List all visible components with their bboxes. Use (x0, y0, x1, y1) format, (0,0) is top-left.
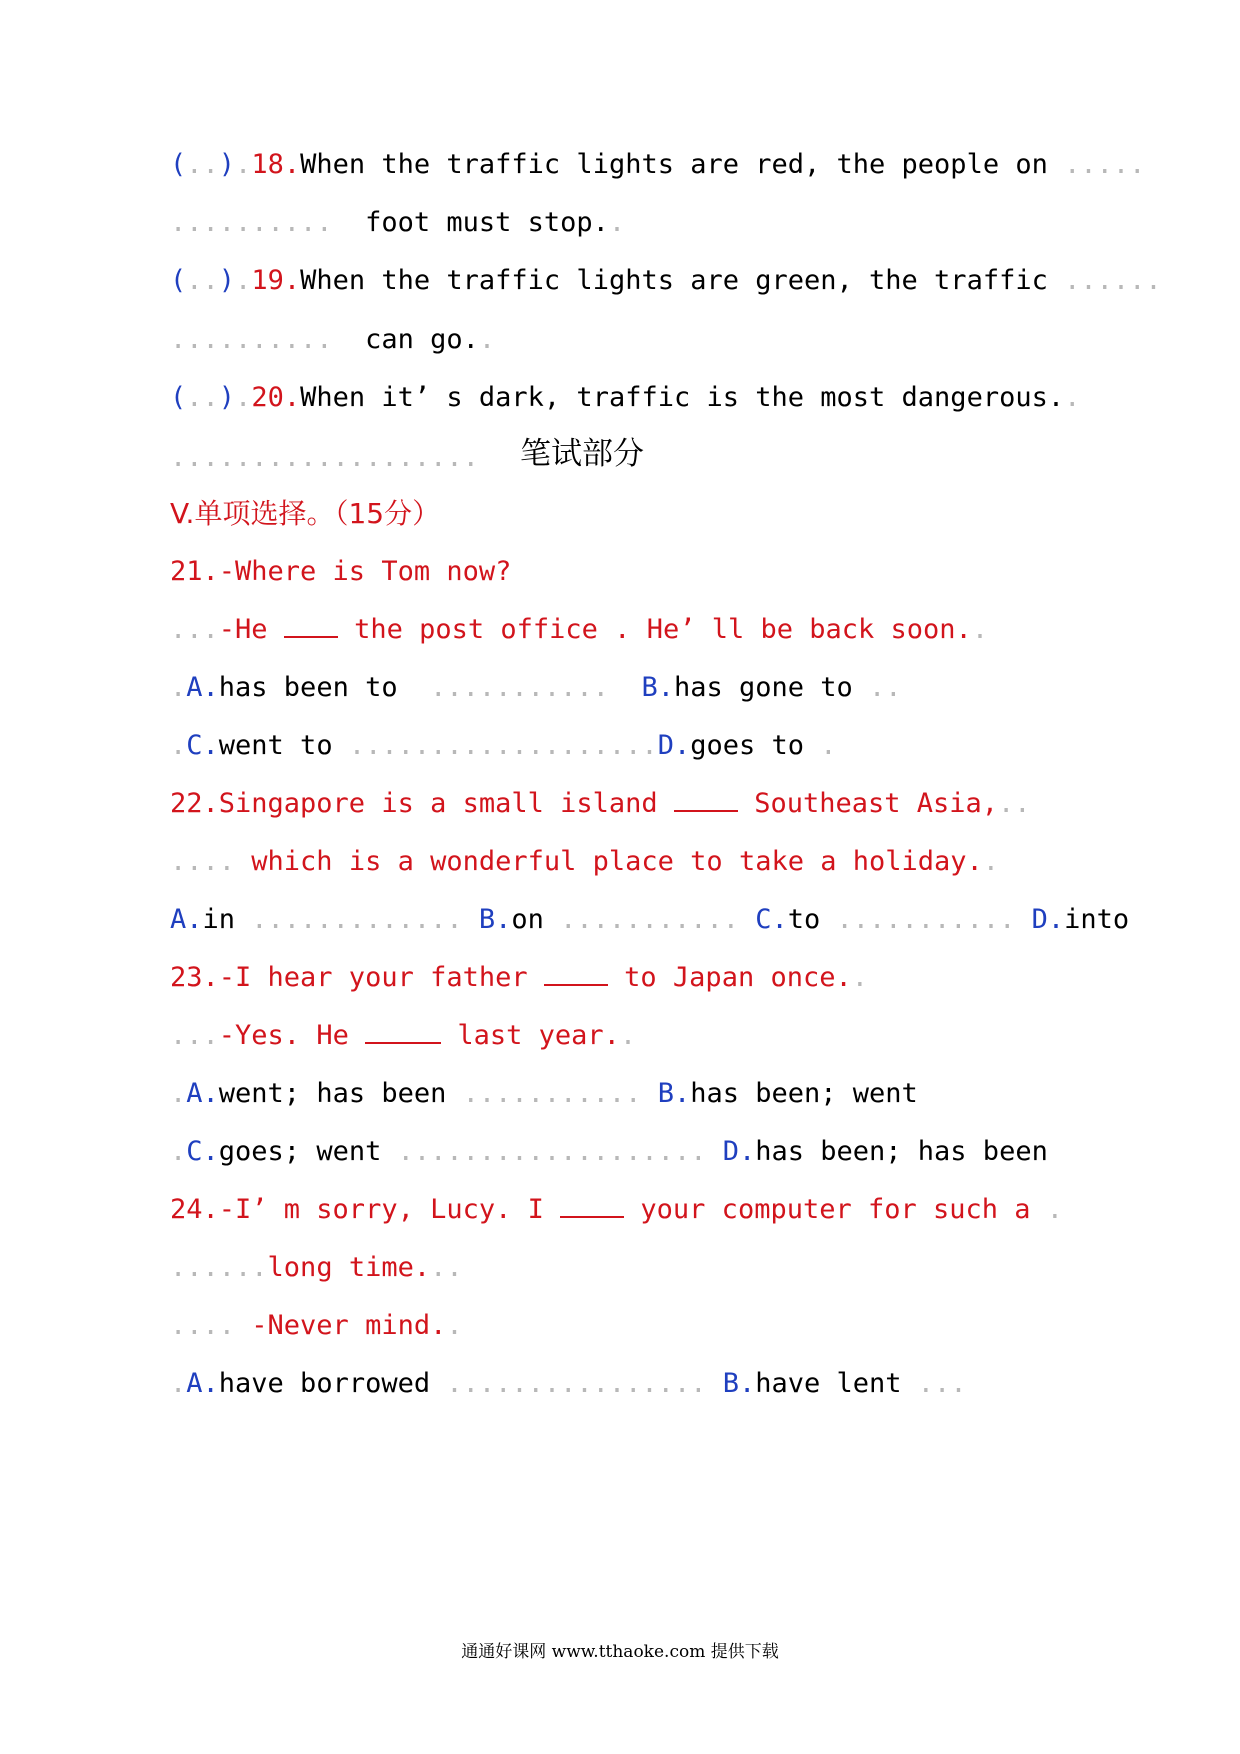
answer-paren-close: ) (218, 265, 236, 296)
option-text: to (787, 904, 821, 935)
answer-paren-close: ) (218, 382, 236, 413)
option-letter: D. (722, 1136, 756, 1167)
option-letter: B. (722, 1368, 756, 1399)
listening-item-18: (..).18.When the traffic lights are red, the people on ..... (170, 149, 1146, 180)
option-text: has been to (218, 672, 398, 703)
option-letter: A. (170, 904, 203, 935)
listening-item-18-cont: .......... foot must stop.. (170, 207, 626, 238)
option-letter: A. (186, 1078, 219, 1109)
question-21: 21.-Where is Tom now? (170, 556, 512, 587)
answer-paren-open: ( (170, 149, 187, 180)
item-number: 18. (251, 149, 301, 180)
option-text: have borrowed (218, 1368, 431, 1399)
question-24-line3: .... -Never mind.. (170, 1310, 463, 1341)
question-24-options-ab: .A.have borrowed ................ B.have lent ... (170, 1368, 967, 1399)
option-letter: A. (186, 672, 219, 703)
option-text: has been; went (690, 1078, 918, 1109)
answer-blank (365, 1020, 441, 1044)
item-number: 19. (251, 265, 301, 296)
option-text: in (202, 904, 236, 935)
option-letter: B. (641, 672, 674, 703)
option-letter: B. (657, 1078, 691, 1109)
question-23-options-cd: .C.goes; went ................... D.has been; has been (170, 1136, 1048, 1167)
option-text: into (1064, 904, 1130, 935)
option-text: has gone to (673, 672, 853, 703)
answer-paren-open: ( (170, 382, 187, 413)
listening-item-20: (..).20.When it’ s dark, traffic is the most dangerous.. (170, 382, 1081, 413)
option-letter: C. (186, 730, 219, 761)
option-text: has been; has been (755, 1136, 1048, 1167)
item-text: When the traffic lights are green, the traffic (300, 265, 1048, 296)
option-text: on (511, 904, 544, 935)
item-text: can go. (365, 324, 479, 355)
section-dots: ................... (170, 442, 479, 473)
option-letter: B. (478, 904, 512, 935)
option-text: have lent (755, 1368, 902, 1399)
question-21-options-ab: .A.has been to ........... B.has gone to .. (170, 672, 902, 703)
answer-blank (560, 1194, 624, 1218)
question-24-line2: ......long time... (170, 1252, 463, 1283)
option-letter: C. (186, 1136, 219, 1167)
option-letter: A. (186, 1368, 219, 1399)
option-text: goes to (690, 730, 804, 761)
question-23-line2: ...-Yes. He last year.. (170, 1020, 637, 1051)
listening-item-19: (..).19.When the traffic lights are green, the traffic ...... (170, 265, 1162, 296)
answer-blank (284, 614, 338, 638)
question-21-line2: ...-He the post office . He’ ll be back soon.. (170, 614, 989, 645)
question-22-options: A.in ............. B.on ........... C.to ........... D.into (170, 904, 1130, 935)
section-title-v: V.单项选择。（15分） (170, 497, 441, 530)
option-letter: D. (657, 730, 691, 761)
answer-paren-close: ) (218, 149, 236, 180)
question-23: 23.-I hear your father to Japan once.. (170, 962, 868, 993)
option-letter: C. (755, 904, 788, 935)
question-22: 22.Singapore is a small island Southeast Asia,.. (170, 788, 1031, 819)
answer-blank (674, 788, 738, 812)
question-24: 24.-I’ m sorry, Lucy. I your computer for such a . (170, 1194, 1064, 1225)
question-22-line2: .... which is a wonderful place to take a holiday.. (170, 846, 1000, 877)
option-text: goes; went (218, 1136, 382, 1167)
item-text: When it’ s dark, traffic is the most dangerous. (300, 382, 1065, 413)
section-title-written: 笔试部分 (520, 436, 644, 472)
answer-paren-open: ( (170, 265, 187, 296)
option-text: went; has been (218, 1078, 447, 1109)
question-23-options-ab: .A.went; has been ........... B.has been; went (170, 1078, 918, 1109)
item-text: foot must stop. (365, 207, 609, 238)
listening-item-19-cont: .......... can go.. (170, 324, 496, 355)
question-21-options-cd: .C.went to ...................D.goes to . (170, 730, 837, 761)
answer-blank (544, 962, 608, 986)
item-number: 20. (251, 382, 301, 413)
page-footer: 通通好课网 www.tthaoke.com 提供下载 (461, 1642, 779, 1662)
item-text: When the traffic lights are red, the people on (300, 149, 1048, 180)
option-text: went to (218, 730, 333, 761)
option-letter: D. (1031, 904, 1065, 935)
